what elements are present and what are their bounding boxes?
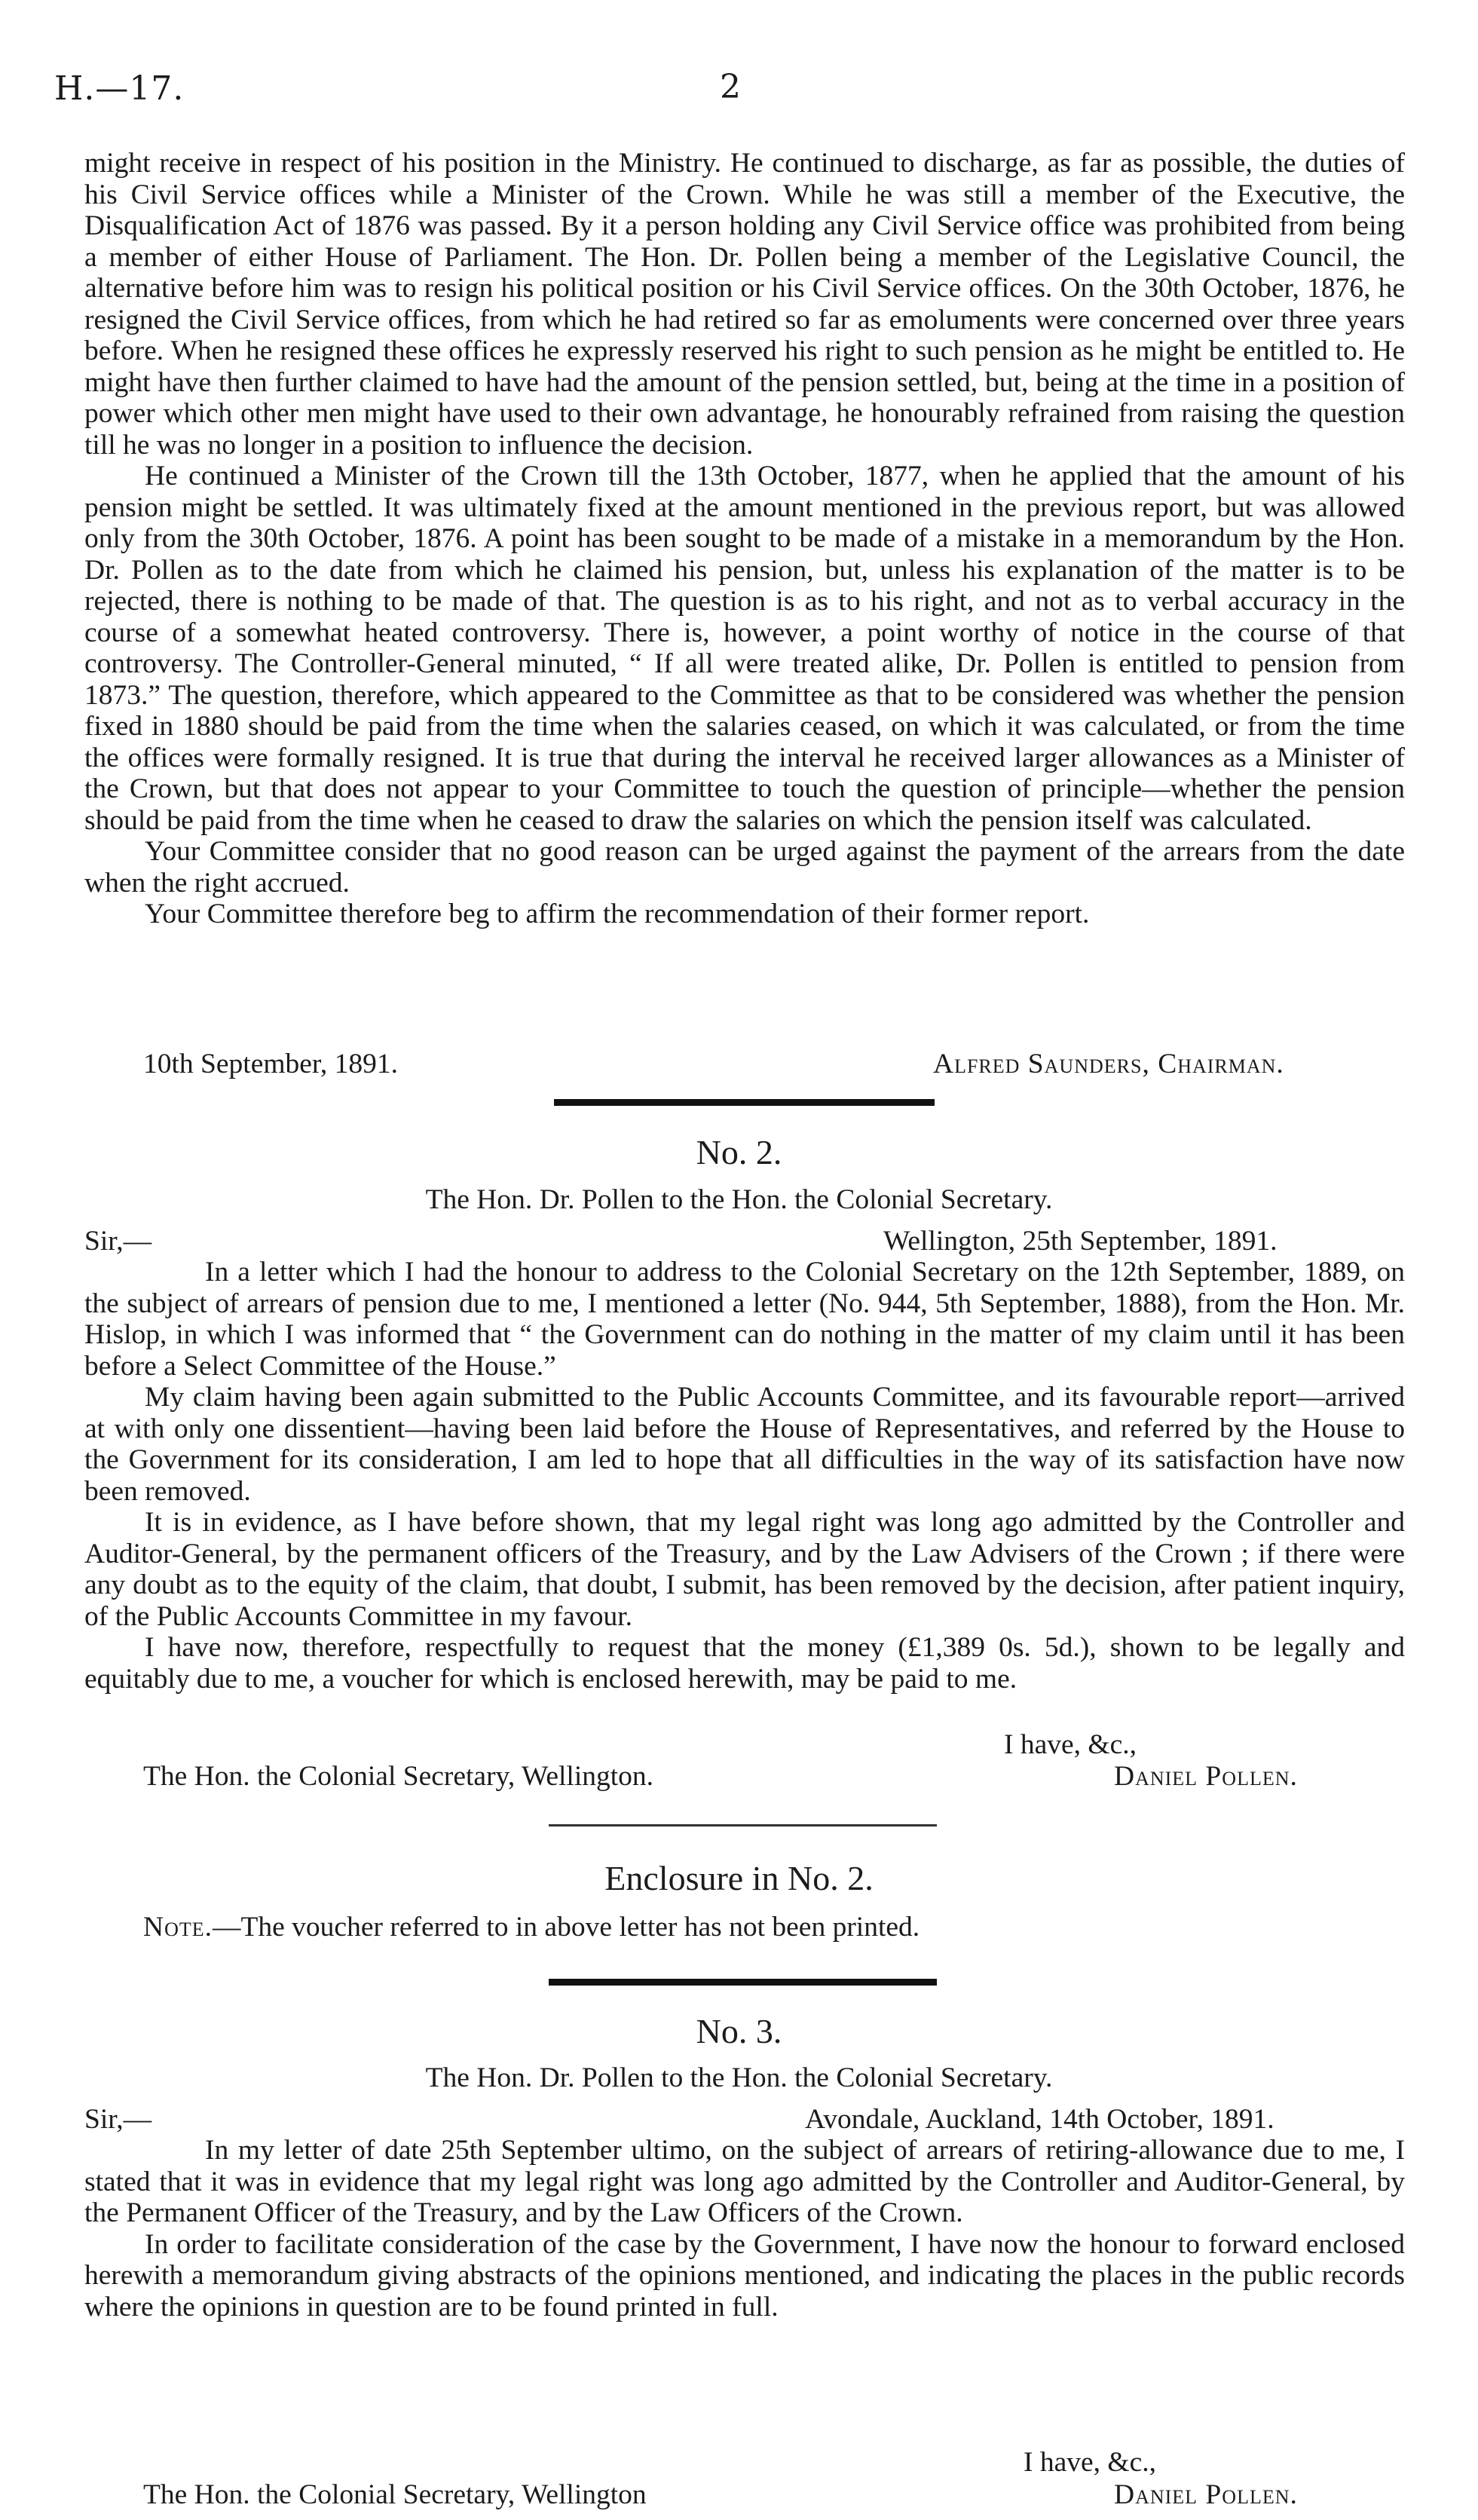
page-number: 2 <box>720 68 741 106</box>
letter-paragraph: I have now, therefore, respectfully to request that the money (£1,389 0s. 5d.), shown to be legally and equitably due to me, a voucher for which is enclosed herewith, may be paid to me. <box>84 1632 1405 1695</box>
place-date-no2: Wellington, 25th September, 1891. <box>883 1226 1278 1257</box>
report-date: 10th September, 1891. <box>143 1049 399 1079</box>
letter-subheading-text: The Hon. Dr. Pollen to the Hon. the Colonial Secretary. <box>425 2062 1053 2093</box>
letter-paragraph: In order to facilitate consideration of the case by the Government, I have now the honour to forward enclosed herewith a memorandum giving abstracts of the opinions mentioned, and indicating the places in the public records where the opinions in question are to be found printed in full. <box>84 2228 1405 2323</box>
salutation-no2: Sir,— <box>84 1226 152 1257</box>
report-paragraph: Your Committee consider that no good reason can be urged against the payment of the arrears from the date when the right accrued. <box>84 836 1405 899</box>
closing-no2: I have, &c., <box>1004 1729 1137 1760</box>
document-reference: H.—17. <box>54 69 185 108</box>
letter-subheading-no2 <box>0 1183 1478 1216</box>
note-text: —The voucher referred to in above letter has not been printed. <box>213 1912 920 1943</box>
letter-subheading-no3 <box>0 2062 1478 2094</box>
section-divider <box>554 1099 935 1106</box>
enclosure-note <box>143 1911 920 1943</box>
letter-body-no2 <box>84 1257 1405 1695</box>
report-paragraph: might receive in respect of his position in the Ministry. He continued to discharge, as far as possible, the duties of his Civil Service offices while a Minister of the Crown. While he was still a member of the Executive, the Disqualification Act of 1876 was passed. By it a person holding any Civil Service office was prohibited from being a member of either House of Parliament. The Hon. Dr. Pollen being a member of the Legislative Council, the alternative before him was to resign his political position or his Civil Service offices. On the 30th October, 1876, he resigned the Civil Service offices, from which he had retired so far as emoluments were concerned over three years before. When he resigned these offices he expressly reserved his right to such pension as he might be entitled to. He might have then further claimed to have had the amount of the pension settled, but, being at the time in a position of power which other men might have used to their own advantage, he honourably refrained from raising the question till he was no longer in a position to influence the decision. <box>84 148 1405 461</box>
letter-heading-no2: No. 2. <box>696 1133 782 1171</box>
letter-paragraph: My claim having been again submitted to the Public Accounts Committee, and its favourable report—arrived at with only one dissentient—having been laid before the House of Representatives, and referred by the House to the Government for its consideration, I am led to hope that all difficulties in the way of its satisfaction have now been removed. <box>84 1382 1405 1507</box>
addressee-no2: The Hon. the Colonial Secretary, Wellington. <box>143 1761 654 1792</box>
report-paragraph: He continued a Minister of the Crown till the 13th October, 1877, when he applied that the amount of his pension might be settled. It was ultimately fixed at the amount mentioned in the previous report, but was allowed only from the 30th October, 1876. A point has been sought to be made of a mistake in a memorandum by the Hon. Dr. Pollen as to the date from which he claimed his pension, but, unless his explanation of the matter is to be rejected, there is nothing to be made of that. The question is as to his right, and not as to verbal accuracy in the course of a somewhat heated controversy. There is, however, a point worthy of notice in the course of that controversy. The Controller-General minuted, “ If all were treated alike, Dr. Pollen is entitled to pension from 1873.” The question, therefore, which appeared to the Committee as that to be considered was whether the pension fixed in 1880 should be paid from the time when the salaries ceased, on which it was calculated, or from the time the offices were formally resigned. It is true that during the interval he received larger allowances as a Minister of the Crown, but that does not appear to your Committee to touch the question of principle—whether the pension should be paid from the time when he ceased to draw the salaries on which the pension itself was calculated. <box>84 461 1405 836</box>
section-divider-thin <box>549 1824 937 1826</box>
letter-paragraph: In my letter of date 25th September ultimo, on the subject of arrears of retiring-allowance due to me, I stated that it was in evidence that my legal right was long ago admitted by the Controller and Auditor-General, by the Permanent Officer of the Treasury, and by the Law Officers of the Crown. <box>84 2135 1405 2228</box>
note-label: Note. <box>143 1912 213 1943</box>
chairman-signature: Alfred Saunders, Chairman. <box>933 1049 1284 1079</box>
addressee-no3: The Hon. the Colonial Secretary, Wellington <box>143 2479 647 2510</box>
report-paragraph: Your Committee therefore beg to affirm the recommendation of their former report. <box>145 899 1090 929</box>
signature-no3: Daniel Pollen. <box>1114 2479 1298 2510</box>
place-date-no3: Avondale, Auckland, 14th October, 1891. <box>805 2104 1275 2135</box>
salutation-no3: Sir,— <box>84 2104 152 2135</box>
letter-subheading-text: The Hon. Dr. Pollen to the Hon. the Colonial Secretary. <box>425 1184 1053 1215</box>
letter-heading-no3: No. 3. <box>696 2012 782 2050</box>
committee-report-body <box>84 148 1405 930</box>
letter-paragraph: It is in evidence, as I have before shown, that my legal right was long ago admitted by the Controller and Auditor-General, by the permanent officers of the Treasury, and by the Law Advisers of the Crown ; if there were any doubt as to the equity of the claim, that doubt, I submit, has been removed by the decision, after patient inquiry, of the Public Accounts Committee in my favour. <box>84 1507 1405 1632</box>
section-divider <box>549 1979 937 1986</box>
letter-body-no3 <box>84 2135 1405 2323</box>
letter-paragraph: In a letter which I had the honour to address to the Colonial Secretary on the 12th September, 1889, on the subject of arrears of pension due to me, I mentioned a letter (No. 944, 5th September, 1888), from the Hon. Mr. Hislop, in which I was informed that “ the Government can do nothing in the matter of my claim until it has been before a Select Committee of the House.” <box>84 1257 1405 1382</box>
enclosure-heading: Enclosure in No. 2. <box>604 1859 874 1897</box>
closing-no3: I have, &c., <box>1024 2447 1156 2478</box>
signature-no2: Daniel Pollen. <box>1114 1761 1298 1792</box>
